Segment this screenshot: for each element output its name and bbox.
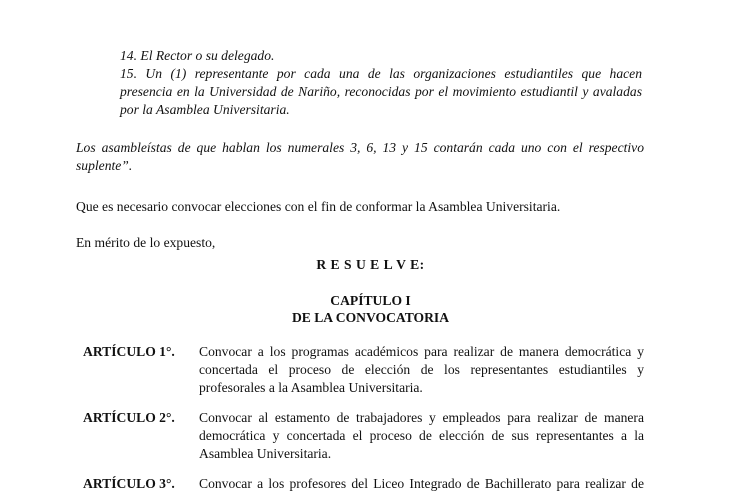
article-1-line-2: concertada el proceso de elección de los representantes estudiantiles y	[199, 362, 644, 377]
article-2-text	[199, 409, 644, 463]
article-3-line-1: Convocar a los profesores del Liceo Integrado de Bachillerato para realizar de	[199, 476, 644, 491]
quote-closing-paragraph	[76, 139, 644, 175]
article-1-line-1: Convocar a los programas académicos para realizar de manera democrática y	[199, 344, 644, 359]
list-item-15-line-1: 15. Un (1) representante por cada una de las organizaciones estudiantiles que hacen	[120, 66, 642, 81]
list-item-15-line-2: presencia en la Universidad de Nariño, reconocidas por el movimiento estudiantil y avaladas	[120, 84, 642, 99]
article-2-line-1: Convocar al estamento de trabajadores y empleados para realizar de manera	[199, 410, 644, 425]
merit-paragraph: En mérito de lo expuesto,	[76, 235, 216, 250]
article-1-label: ARTÍCULO 1°.	[83, 344, 175, 359]
article-1-text	[199, 343, 644, 397]
chapter-title: DE LA CONVOCATORIA	[291, 310, 450, 325]
quote-closing-line-2: suplente”.	[76, 158, 133, 173]
article-3-label: ARTÍCULO 3°.	[83, 476, 175, 491]
article-3-text	[199, 475, 644, 493]
resolve-heading: R E S U E L V E:	[316, 257, 425, 272]
article-2-line-2: democrática y concertada el proceso de elección de sus representantes a la	[199, 428, 644, 443]
list-item-14: 14. El Rector o su delegado.	[120, 48, 275, 63]
list-item-15-line-3: por la Asamblea Universitaria.	[120, 102, 290, 117]
list-item-15	[120, 65, 642, 119]
article-1-line-3: profesorales a la Asamblea Universitaria.	[199, 380, 423, 395]
chapter-number: CAPÍTULO I	[330, 293, 411, 308]
article-2-line-3: Asamblea Universitaria.	[199, 446, 332, 461]
quote-closing-line-1: Los asambleístas de que hablan los numerales 3, 6, 13 y 15 contarán cada uno con el respectivo	[76, 140, 644, 155]
consideration-paragraph: Que es necesario convocar elecciones con el fin de conformar la Asamblea Universitaria.	[76, 199, 561, 214]
article-2-label: ARTÍCULO 2°.	[83, 410, 175, 425]
